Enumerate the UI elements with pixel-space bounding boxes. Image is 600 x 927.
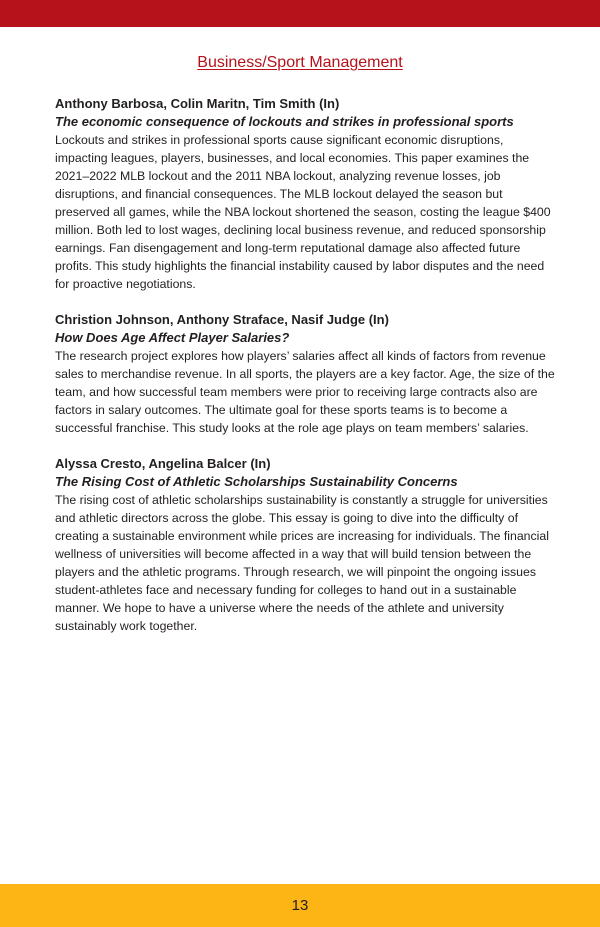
abstracts-list bbox=[55, 95, 555, 653]
entry-abstract: Lockouts and strikes in professional sports cause significant economic disruptions, impacting leagues, players, businesses, and local economies. This paper examines the 2021–2022 MLB lockout and the 2011 NBA lockout, analyzing revenue losses, job disruptions, and financial consequences. The MLB lockout delayed the season but preserved all games, while the NBA lockout shortened the season, costing the league $400 million. Both led to lost wages, declining local business revenue, and reduced sponsorship earnings. Fan disengagement and long-term reputational damage also affected future profits. This study highlights the financial instability caused by labor disputes and the need for proactive negotiations. bbox=[55, 133, 551, 291]
abstract-entry bbox=[55, 455, 555, 635]
section-heading: Business/Sport Management bbox=[197, 54, 403, 71]
abstract-entry bbox=[55, 311, 555, 437]
top-color-band bbox=[0, 0, 600, 27]
entry-title: The Rising Cost of Athletic Scholarships Sustainability Concerns bbox=[55, 474, 458, 489]
entry-authors: Alyssa Cresto, Angelina Balcer (In) bbox=[55, 456, 271, 471]
page-number: 13 bbox=[291, 897, 309, 914]
entry-abstract: The research project explores how players’ salaries affect all kinds of factors from revenue sales to merchandise revenue. In all sports, the players are a key factor. Age, the size of the team, and how successful team members were prior to receiving large contracts also are factors in salary outcomes. The ultimate goal for these sports teams is to become a successful franchise. This study looks at the role age plays on team members’ salaries. bbox=[55, 349, 555, 435]
entry-title: How Does Age Affect Player Salaries? bbox=[55, 330, 290, 345]
entry-authors: Christion Johnson, Anthony Straface, Nasif Judge (In) bbox=[55, 312, 389, 327]
entry-abstract: The rising cost of athletic scholarships sustainability is constantly a struggle for universities and athletic directors across the globe. This essay is going to dive into the difficulty of creating a sustainable environment while prices are increasing for individuals. The financial wellness of universities will become affected in a way that will build tension between the players and the athletic programs. Through research, we will pinpoint the ongoing issues student-athletes face and necessary funding for colleges to hand out in a sustainable manner. We hope to have a universe where the needs of the athlete and university sustainably work together. bbox=[55, 493, 549, 633]
entry-authors: Anthony Barbosa, Colin Maritn, Tim Smith (In) bbox=[55, 96, 340, 111]
entry-title: The economic consequence of lockouts and strikes in professional sports bbox=[55, 114, 514, 129]
abstract-entry bbox=[55, 95, 555, 293]
